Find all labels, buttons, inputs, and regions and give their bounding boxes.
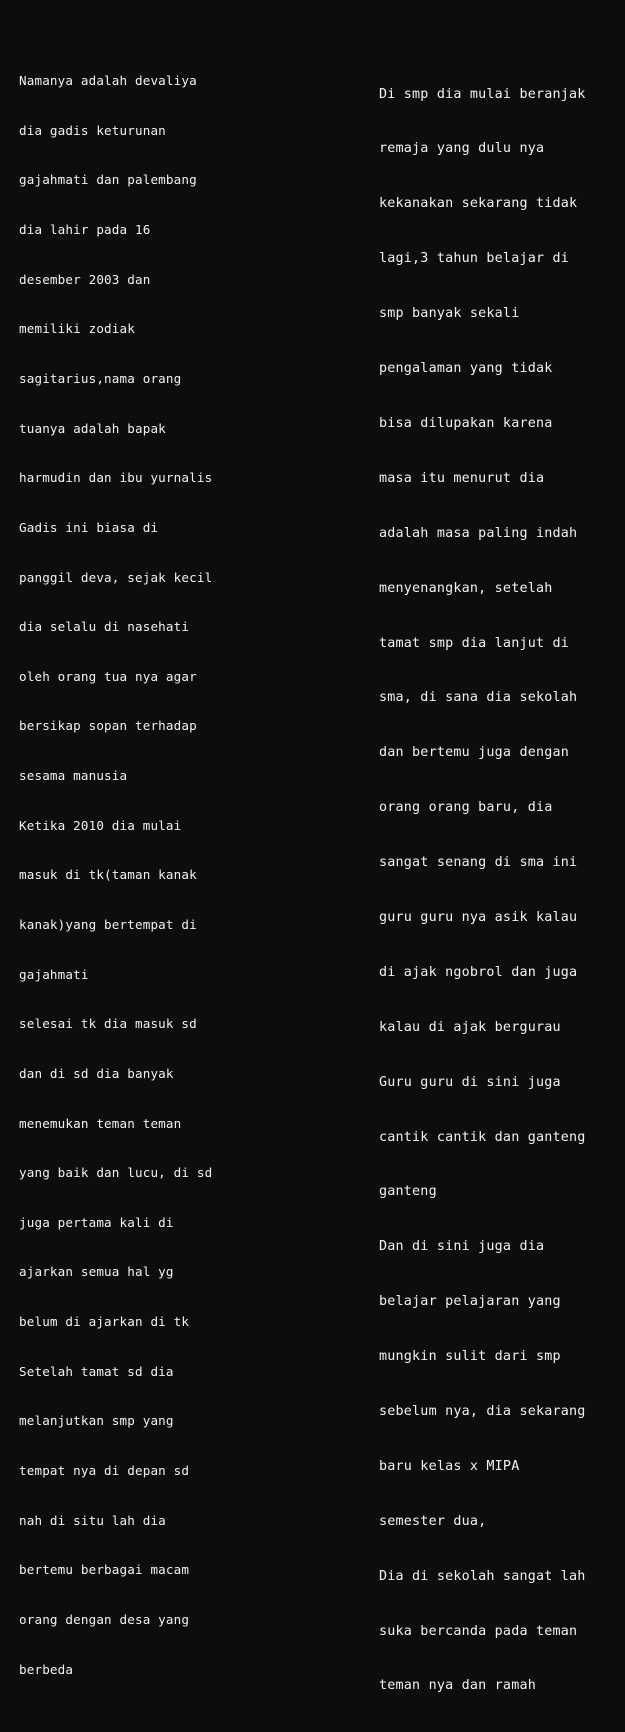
text-line: Guru guru di sini juga <box>379 1074 561 1090</box>
text-line: bisa dilupakan karena <box>379 415 553 431</box>
text-line: ganteng <box>379 1184 437 1200</box>
text-line: juga pertama kali di <box>19 1214 174 1230</box>
text-line: sma, di sana dia sekolah <box>379 690 578 706</box>
text-line: panggil deva, sejak kecil <box>19 569 213 585</box>
text-line: Ketika 2010 dia mulai <box>19 817 182 833</box>
text-line: guru guru nya asik kalau <box>379 909 578 925</box>
text-line: suka bercanda pada teman <box>379 1623 578 1639</box>
text-line: orang dengan desa yang <box>19 1611 190 1627</box>
text-line: adalah masa paling indah <box>379 525 578 541</box>
text-line: belum di ajarkan di tk <box>19 1314 190 1330</box>
text-line: di ajak ngobrol dan juga <box>379 964 578 980</box>
text-line: smp banyak sekali <box>379 306 520 322</box>
text-line: tamat smp dia lanjut di <box>379 635 570 651</box>
text-line: dia gadis keturunan <box>19 122 166 138</box>
right-text-column <box>379 49 586 1732</box>
text-line: sagitarius,nama orang <box>19 370 182 386</box>
text-line: semester dua, <box>379 1513 487 1529</box>
text-line: gajahmati <box>19 966 89 982</box>
text-line: dan bertemu juga dengan <box>379 745 570 761</box>
text-line: selesai tk dia masuk sd <box>19 1016 197 1032</box>
text-line: teman nya dan ramah <box>379 1678 536 1694</box>
text-line: mungkin sulit dari smp <box>379 1349 561 1365</box>
text-line: melanjutkan smp yang <box>19 1413 174 1429</box>
text-line: baru kelas x MIPA <box>379 1458 520 1474</box>
text-line: kanak)yang bertempat di <box>19 916 197 932</box>
text-line: dia lahir pada 16 <box>19 222 151 238</box>
text-line: yang baik dan lucu, di sd <box>19 1165 213 1181</box>
text-line: bertemu berbagai macam <box>19 1562 190 1578</box>
text-line: dan di sd dia banyak <box>19 1065 174 1081</box>
text-line: dia selalu di nasehati <box>19 619 190 635</box>
text-line: menemukan teman teman <box>19 1115 182 1131</box>
text-line: berbeda <box>19 1661 74 1677</box>
text-line: Setelah tamat sd dia <box>19 1363 174 1379</box>
left-text-column <box>19 40 212 1711</box>
text-line: kekanakan sekarang tidak <box>379 196 578 212</box>
text-line: belajar pelajaran yang <box>379 1294 561 1310</box>
text-line: tempat nya di depan sd <box>19 1463 190 1479</box>
text-line: gajahmati dan palembang <box>19 172 197 188</box>
text-line: Di smp dia mulai beranjak <box>379 86 586 102</box>
text-line: sangat senang di sma ini <box>379 855 578 871</box>
text-line: bersikap sopan terhadap <box>19 718 197 734</box>
text-line: desember 2003 dan <box>19 271 151 287</box>
text-line: remaja yang dulu nya <box>379 141 545 157</box>
text-line: masa itu menurut dia <box>379 470 545 486</box>
text-line: pengalaman yang tidak <box>379 361 553 377</box>
text-line: oleh orang tua nya agar <box>19 668 197 684</box>
text-line: lagi,3 tahun belajar di <box>379 251 570 267</box>
text-line: sesama manusia <box>19 768 128 784</box>
text-line: harmudin dan ibu yurnalis <box>19 470 213 486</box>
text-line: cantik cantik dan ganteng <box>379 1129 586 1145</box>
text-line: Dan di sini juga dia <box>379 1239 545 1255</box>
text-line: tuanya adalah bapak <box>19 420 166 436</box>
text-line: masuk di tk(taman kanak <box>19 867 197 883</box>
text-line: Namanya adalah devaliya <box>19 73 197 89</box>
text-line: menyenangkan, setelah <box>379 580 553 596</box>
text-line: Dia di sekolah sangat lah <box>379 1568 586 1584</box>
text-line: nah di situ lah dia <box>19 1512 166 1528</box>
text-line: memiliki zodiak <box>19 321 135 337</box>
text-line: kalau di ajak bergurau <box>379 1019 561 1035</box>
text-line: sebelum nya, dia sekarang <box>379 1403 586 1419</box>
text-line: Gadis ini biasa di <box>19 519 159 535</box>
text-line: orang orang baru, dia <box>379 800 553 816</box>
text-line: ajarkan semua hal yg <box>19 1264 174 1280</box>
